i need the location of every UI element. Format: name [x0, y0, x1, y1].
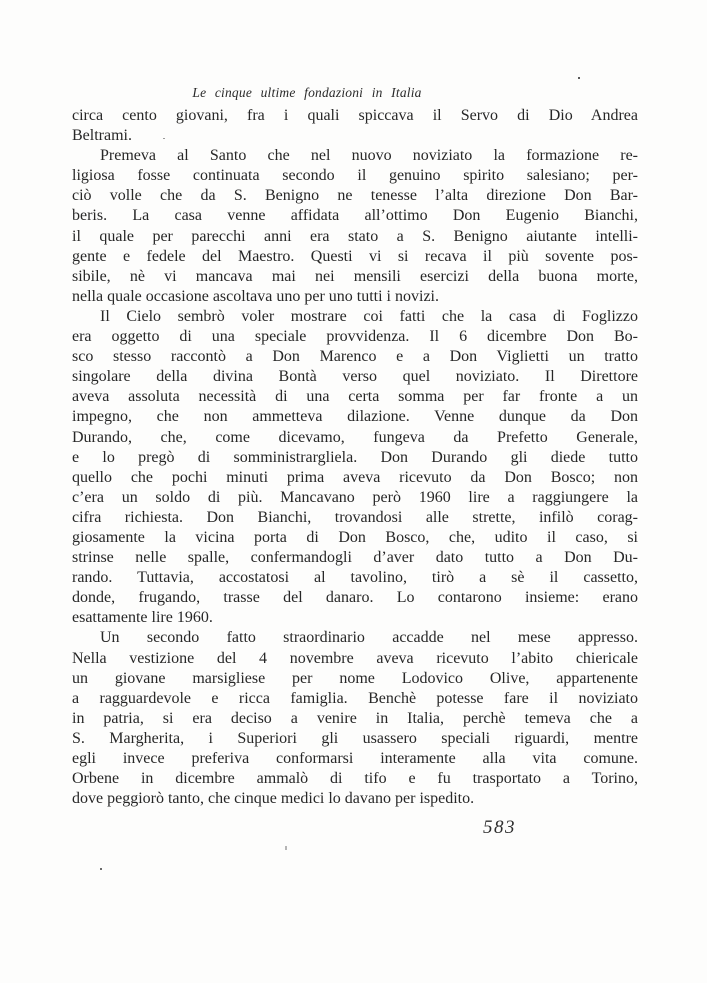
page-number: 583 [483, 817, 516, 838]
text-line: Nella vestizione del 4 novembre aveva ricevuto l’abito chiericale [72, 649, 638, 667]
text-line: Premeva al Santo che nel nuovo noviziato la formazione re- [100, 147, 638, 165]
text-line: sibile, nè vi mancava mai nei mensili esercizi della buona morte, [72, 267, 638, 285]
paragraph [72, 146, 638, 307]
text-line: nella quale occasione ascoltava uno per uno tutti i novizi. [72, 287, 439, 305]
scan-speck [285, 846, 287, 850]
paragraph [72, 307, 638, 629]
scan-speck [578, 77, 580, 79]
text-line: c’era un soldo di più. Mancavano però 1960 lire a raggiungere la [72, 488, 638, 506]
text-line: sco stesso raccontò a Don Marenco e a Don Viglietti un tratto [72, 348, 638, 366]
text-line: Durando, che, come dicevamo, fungeva da Prefetto Generale, [72, 428, 638, 446]
running-header: Le cinque ultime fondazioni in Italia [192, 85, 422, 100]
text-line: strinse nelle spalle, confermandogli d’aver dato tutto a Don Du- [72, 549, 638, 567]
paragraph [72, 628, 638, 809]
text-line: ciò volle che da S. Benigno ne tenesse l’alta direzione Don Bar- [72, 187, 638, 205]
text-line: a ragguardevole e ricca famiglia. Benchè potesse fare il noviziato [72, 689, 638, 707]
text-line: ligiosa fosse continuata secondo il genuino spirito salesiano; per- [72, 167, 638, 185]
text-line: impegno, che non ammetteva dilazione. Venne dunque da Don [72, 408, 638, 426]
text-line: aveva assoluta necessità di una certa somma per far fronte a un [72, 388, 638, 406]
text-line: egli invece preferiva conformarsi interamente alla vita comune. [72, 750, 638, 767]
text-line: Orbene in dicembre ammalò di tifo e fu trasportato a Torino, [72, 770, 638, 788]
text-line: rando. Tuttavia, accostatosi al tavolino, tirò a sè il cassetto, [72, 569, 638, 587]
text-line: singolare della divina Bontà verso quel noviziato. Il Direttore [72, 368, 638, 386]
text-line: era oggetto di una speciale provvidenza. Il 6 dicembre Don Bo- [72, 328, 638, 346]
text-line: Beltrami. [72, 127, 132, 145]
text-line: giosamente la vicina porta di Don Bosco, che, udito il caso, si [72, 528, 638, 546]
text-line: gente e fedele del Maestro. Questi vi si recava il più sovente pos- [72, 247, 638, 265]
text-line: Un secondo fatto straordinario accadde nel mese appresso. [100, 629, 638, 647]
text-line: beris. La casa venne affidata all’ottimo Don Eugenio Bianchi, [72, 207, 638, 225]
text-line: e lo pregò di somministrargliela. Don Durando gli diede tutto [72, 448, 638, 466]
text-line: un giovane marsigliese per nome Lodovico Olive, appartenente [72, 669, 638, 687]
scan-speck [163, 138, 165, 139]
text-line: il quale per parecchi anni era stato a S. Benigno aiutante intelli- [72, 227, 638, 245]
text-line: Il Cielo sembrò voler mostrare coi fatti che la casa di Foglizzo [100, 307, 638, 325]
paragraph [72, 106, 638, 146]
text-line: quello che pochi minuti prima aveva ricevuto da Don Bosco; non [72, 468, 638, 486]
text-line: in patria, si era deciso a venire in Italia, perchè temeva che a [72, 709, 638, 727]
text-line: dove peggiorò tanto, che cinque medici lo davano per ispedito. [72, 790, 475, 808]
scan-speck [100, 868, 102, 870]
text-line: cifra richiesta. Don Bianchi, trovandosi alle strette, infilò corag- [72, 508, 638, 526]
text-line: donde, frugando, trasse del danaro. Lo contarono insieme: erano [72, 589, 638, 607]
text-line: S. Margherita, i Superiori gli usassero speciali riguardi, mentre [72, 729, 638, 747]
text-line: circa cento giovani, fra i quali spiccava il Servo di Dio Andrea [72, 107, 638, 124]
text-line: esattamente lire 1960. [72, 609, 213, 627]
text-block [72, 106, 638, 809]
